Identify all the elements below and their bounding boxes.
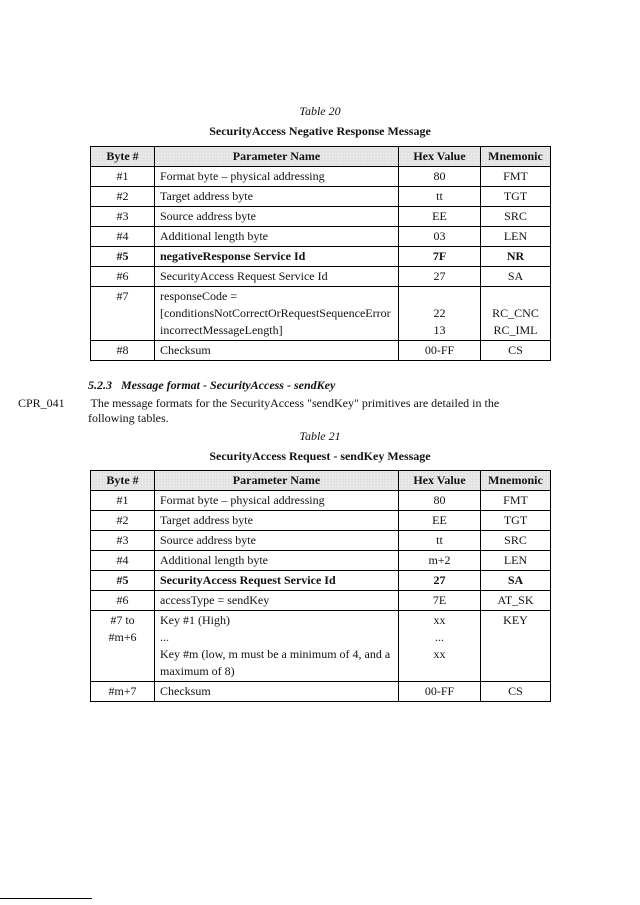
cell-byte: #5 — [91, 247, 155, 267]
section-number: 5.2.3 — [88, 378, 112, 392]
header-parameter-name: Parameter Name — [155, 147, 399, 167]
cell-mnemonic: KEY — [481, 611, 551, 682]
table-row — [91, 287, 551, 341]
cell-byte: #8 — [91, 341, 155, 361]
cell-hex: 27 — [399, 267, 481, 287]
cell-name: Format byte – physical addressing — [155, 167, 399, 187]
cell-name: Additional length byte — [155, 551, 399, 571]
table-row — [91, 591, 551, 611]
cell-byte: #5 — [91, 571, 155, 591]
table-row — [91, 611, 551, 682]
header-byte: Byte # — [91, 471, 155, 491]
cell-name: Key #1 (High) ... Key #m (low, m must be a minimum of 4, and a maximum of 8) — [155, 611, 399, 682]
cell-mnemonic: TGT — [481, 187, 551, 207]
cell-byte: #3 — [91, 207, 155, 227]
table-21 — [90, 470, 551, 702]
cell-name: Checksum — [155, 682, 399, 702]
cell-hex: 22 13 — [399, 287, 481, 341]
cell-byte: #3 — [91, 531, 155, 551]
cell-name: Target address byte — [155, 187, 399, 207]
cell-name: responseCode = [conditionsNotCorrectOrRequestSequenceError incorrectMessageLength] — [155, 287, 399, 341]
cell-byte: #6 — [91, 591, 155, 611]
cell-mnemonic: SA — [481, 267, 551, 287]
cell-byte: #4 — [91, 551, 155, 571]
table-row — [91, 267, 551, 287]
cell-mnemonic: LEN — [481, 551, 551, 571]
cell-hex: 03 — [399, 227, 481, 247]
cell-hex: 00-FF — [399, 682, 481, 702]
cell-byte: #2 — [91, 511, 155, 531]
cell-byte: #2 — [91, 187, 155, 207]
table-header-row — [91, 147, 551, 167]
table-20-caption: Table 20 — [299, 104, 341, 118]
cell-byte: #m+7 — [91, 682, 155, 702]
requirement-id: CPR_041 — [18, 396, 65, 410]
cell-mnemonic: AT_SK — [481, 591, 551, 611]
cell-mnemonic: RC_CNC RC_IML — [481, 287, 551, 341]
table-header-row — [91, 471, 551, 491]
paragraph-text: The message formats for the SecurityAccess "sendKey" primitives are detailed in the — [90, 396, 500, 410]
cell-name: Checksum — [155, 341, 399, 361]
table-row — [91, 247, 551, 267]
table-row — [91, 341, 551, 361]
cell-name: Additional length byte — [155, 227, 399, 247]
cell-hex: tt — [399, 531, 481, 551]
header-byte: Byte # — [91, 147, 155, 167]
cell-byte: #6 — [91, 267, 155, 287]
cell-hex: 80 — [399, 167, 481, 187]
table-row — [91, 531, 551, 551]
cell-byte: #4 — [91, 227, 155, 247]
table-row — [91, 551, 551, 571]
cell-mnemonic: SRC — [481, 531, 551, 551]
table-row — [91, 227, 551, 247]
cell-hex: 7F — [399, 247, 481, 267]
cell-name: Source address byte — [155, 207, 399, 227]
cell-mnemonic: SRC — [481, 207, 551, 227]
header-parameter-name: Parameter Name — [155, 471, 399, 491]
cell-hex: 27 — [399, 571, 481, 591]
cell-mnemonic: CS — [481, 341, 551, 361]
paragraph-continuation: following tables. — [88, 411, 169, 425]
cell-hex: xx ... xx — [399, 611, 481, 682]
cell-mnemonic: TGT — [481, 511, 551, 531]
cell-hex: 7E — [399, 591, 481, 611]
header-hex-value: Hex Value — [399, 147, 481, 167]
table-row — [91, 167, 551, 187]
cell-hex: 80 — [399, 491, 481, 511]
cell-mnemonic: LEN — [481, 227, 551, 247]
table-21-title: SecurityAccess Request - sendKey Message — [209, 449, 431, 463]
header-mnemonic: Mnemonic — [481, 147, 551, 167]
cell-name: Target address byte — [155, 511, 399, 531]
cell-hex: 00-FF — [399, 341, 481, 361]
cell-name: SecurityAccess Request Service Id — [155, 267, 399, 287]
cell-hex: EE — [399, 207, 481, 227]
cell-byte: #1 — [91, 167, 155, 187]
section-heading — [88, 378, 335, 393]
cell-hex: EE — [399, 511, 481, 531]
table-row — [91, 511, 551, 531]
cell-hex: tt — [399, 187, 481, 207]
cell-name: SecurityAccess Request Service Id — [155, 571, 399, 591]
cell-mnemonic: SA — [481, 571, 551, 591]
cell-name: accessType = sendKey — [155, 591, 399, 611]
cell-name: Format byte – physical addressing — [155, 491, 399, 511]
footer-rule — [0, 898, 92, 899]
cell-byte: #7 — [91, 287, 155, 341]
cell-byte: #1 — [91, 491, 155, 511]
table-row — [91, 491, 551, 511]
table-20-title: SecurityAccess Negative Response Message — [209, 124, 431, 138]
cell-mnemonic: CS — [481, 682, 551, 702]
section-title: Message format - SecurityAccess - sendKey — [121, 378, 336, 392]
table-row — [91, 207, 551, 227]
paragraph — [18, 395, 633, 411]
table-row — [91, 682, 551, 702]
header-mnemonic: Mnemonic — [481, 471, 551, 491]
cell-byte: #7 to #m+6 — [91, 611, 155, 682]
cell-mnemonic: NR — [481, 247, 551, 267]
header-hex-value: Hex Value — [399, 471, 481, 491]
cell-mnemonic: FMT — [481, 491, 551, 511]
table-row — [91, 187, 551, 207]
cell-hex: m+2 — [399, 551, 481, 571]
cell-name: negativeResponse Service Id — [155, 247, 399, 267]
table-21-caption: Table 21 — [299, 429, 341, 443]
table-row — [91, 571, 551, 591]
cell-mnemonic: FMT — [481, 167, 551, 187]
cell-name: Source address byte — [155, 531, 399, 551]
table-20 — [90, 146, 551, 361]
